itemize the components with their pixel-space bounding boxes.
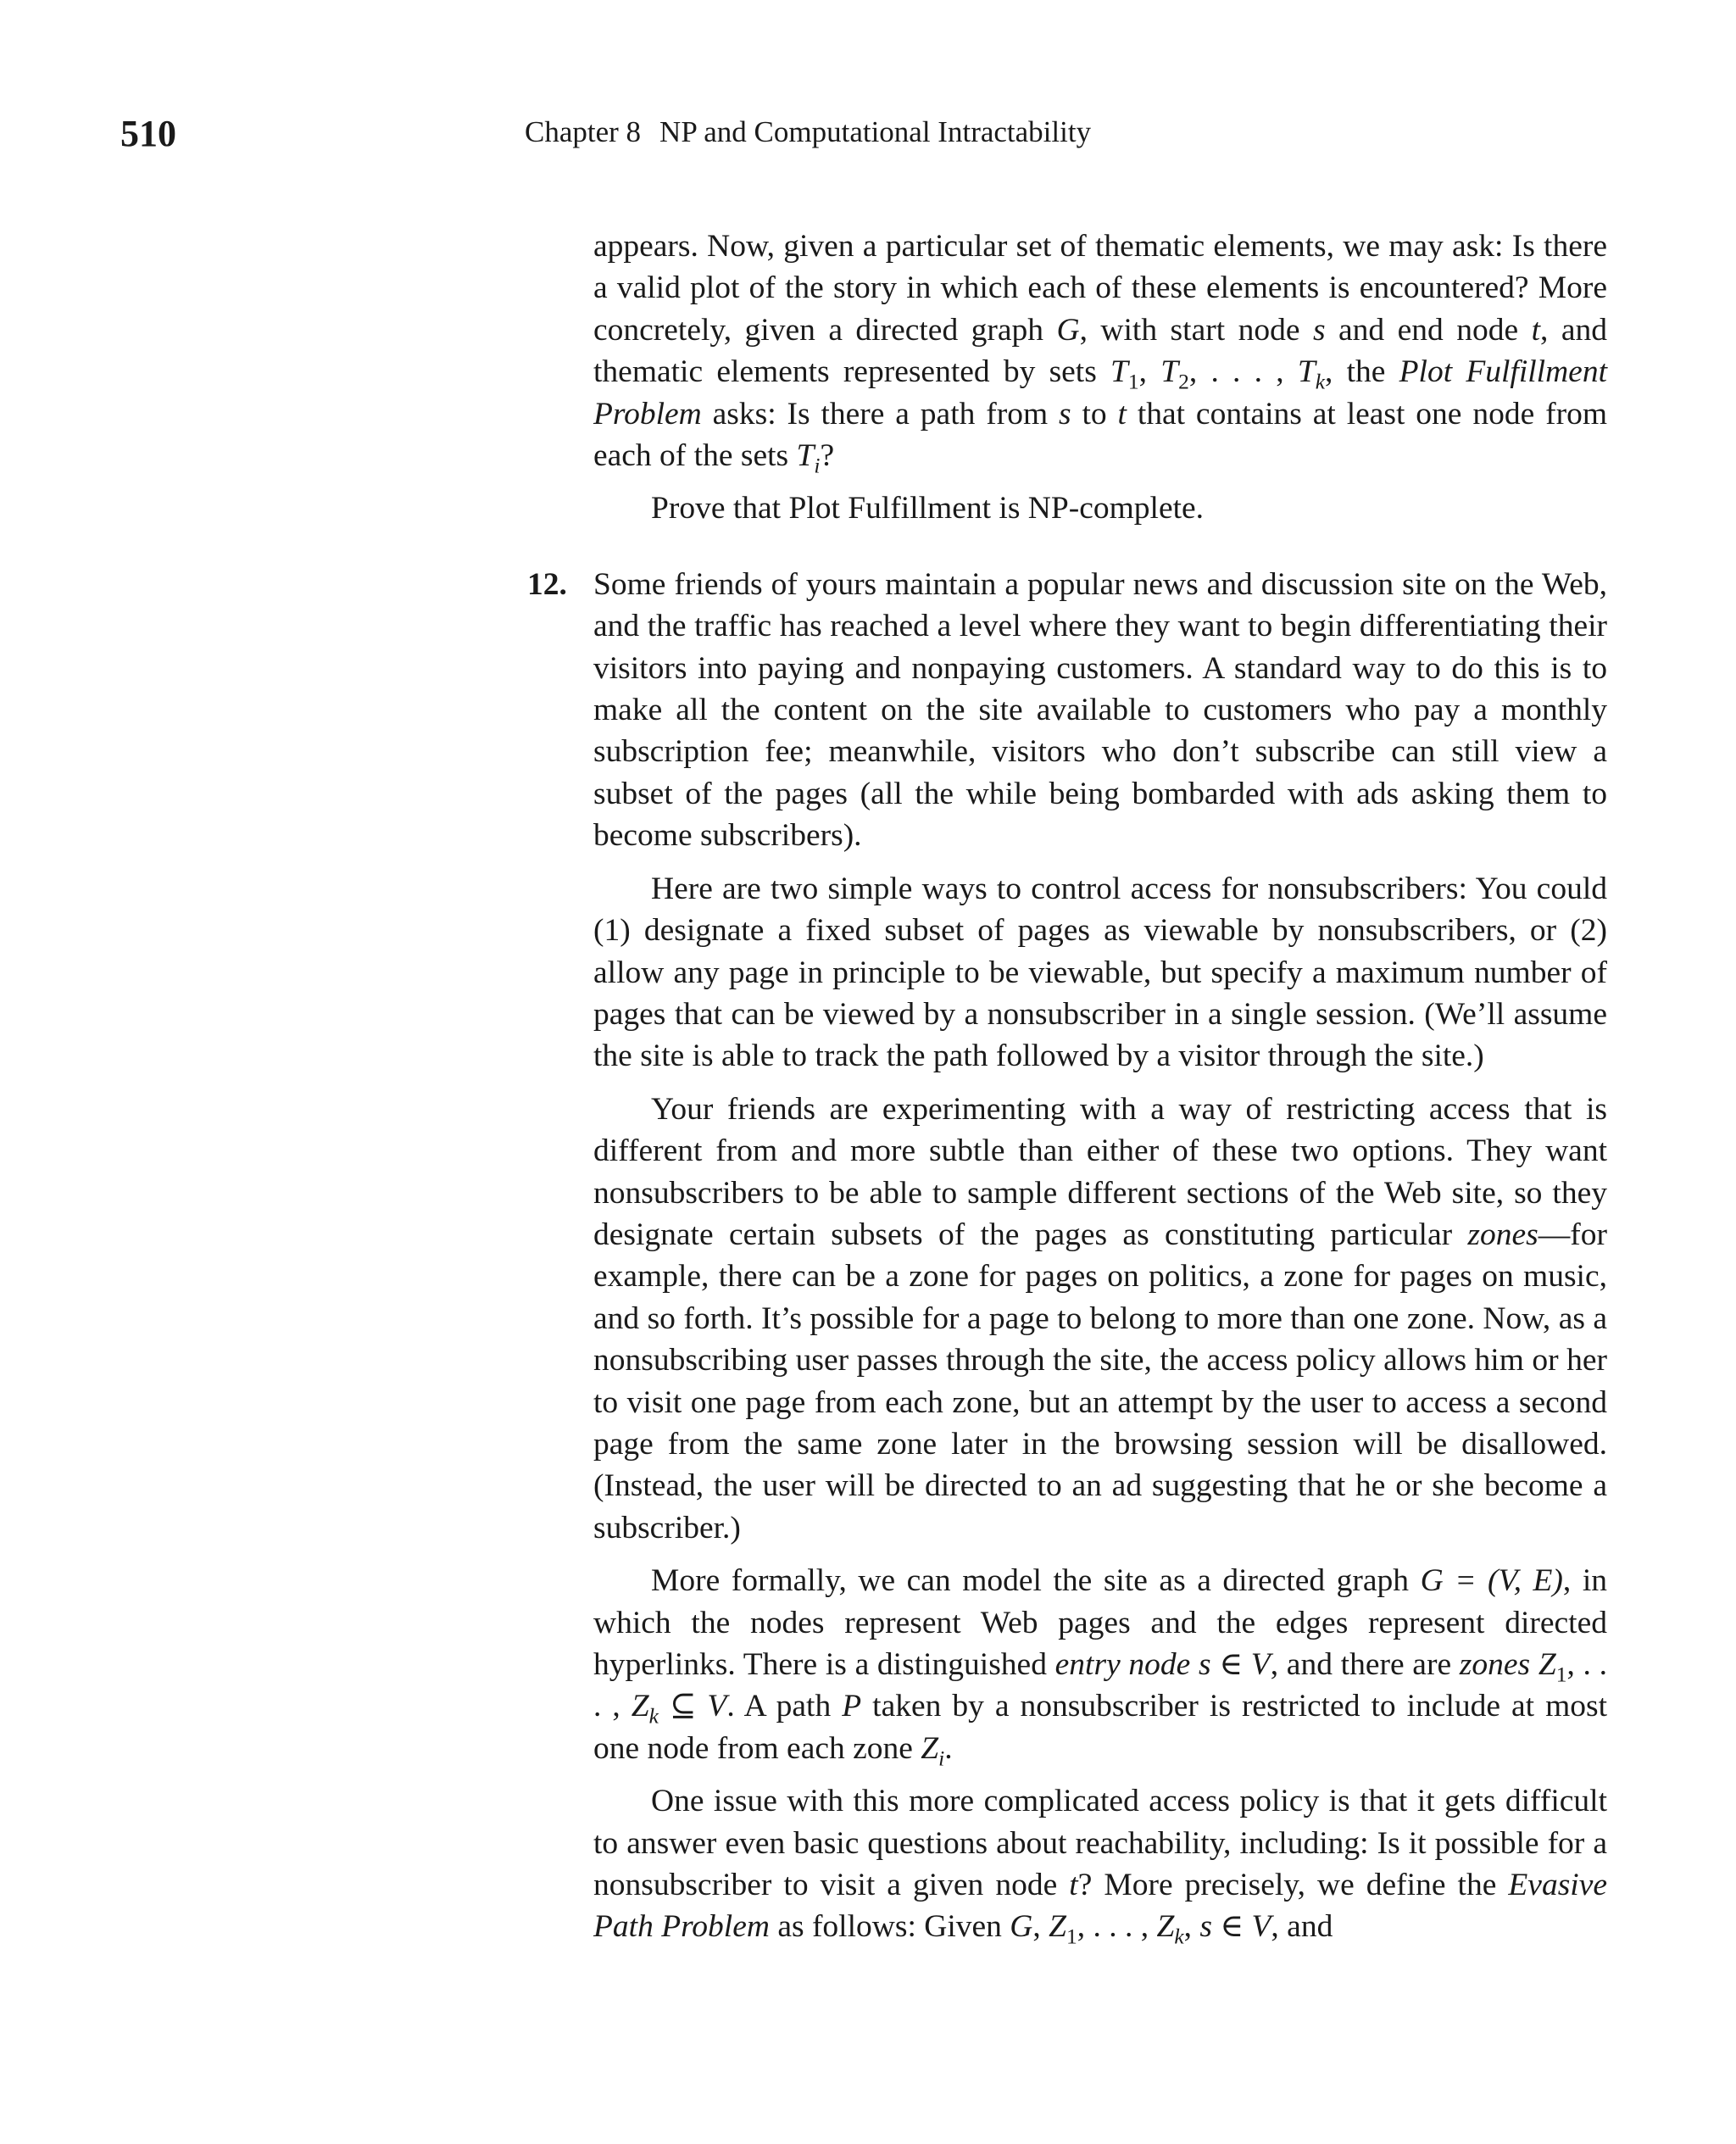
page-number: 510 <box>120 113 176 154</box>
problem-name: Plot Fulfillment Problem <box>593 354 1607 432</box>
chapter-label: Chapter 8 <box>525 115 642 148</box>
problem-name: Evasive Path Problem <box>593 1868 1607 1945</box>
paragraph-zones: Your friends are experimenting with a way of restricting access that is different from and more subtle than either of these two options. They want nonsubscribers to be able to sample different sections of the Web site, so they designate certain subsets of the pages as constituting particular zones—for example, there can be a zone for pages on politics, a zone for pages on music, and so forth. It’s possible for a page to belong to more than one zone. Now, as a nonsubscribing user passes through the site, the access policy allows him or her to visit one page from each zone, but an attempt by the user to access a second page from the same zone later in the browsing session will be disallowed. (Instead, the user will be directed to an ad suggesting that he or she become a subscriber.) <box>593 1091 1607 1545</box>
exercise-number: 12. <box>527 566 567 602</box>
paragraph-formal-model: More formally, we can model the site as a directed graph G = (V, E), in which the nodes represent Web pages and the edges represent directed hyperlinks. There is a distinguished entry node s ∈ V, and there are zones $Z_1$, . . . , $Z_k$ ⊆ V. A path P taken by a nonsubscriber is restricted to include at most one node from each zone $Z_i$. <box>593 1563 1608 1771</box>
paragraph-prove: Prove that Plot Fulfillment is NP-complete. <box>651 491 1205 526</box>
exercise-12: 12. Some friends of yours maintain a popular news and discussion site on the Web, and the traffic has reached a level where they want to begin differentiating their visitors into paying and nonpaying customers. A standard way to do this is to make all the content on the site available to customers who pay a monthly subscription fee; meanwhile, visitors who don’t subscribe can still view a subset of the pages (all the while being bombarded with ads asking them to become subscribers). <box>593 564 1607 857</box>
running-head <box>525 115 1091 149</box>
paragraph-access-options: Here are two simple ways to control access for nonsubscribers: You could (1) designate a fixed subset of pages as viewable by nonsubscribers, or (2) allow any page in principle to be viewable, but specify a maximum number of pages that can be viewed by a nonsubscriber in a single session. (We’ll assume the site is able to track the path followed by a visitor through the site.) <box>593 871 1607 1074</box>
chapter-title: NP and Computational Intractability <box>659 115 1092 148</box>
main-text <box>527 226 1608 1949</box>
paragraph-plot-fulfillment: appears. Now, given a particular set of thematic elements, we may ask: Is there a valid plot of the story in which each of these elements is encountered? More concretely, given a directed graph G, with start node s and end node t, and thematic elements represented by sets $T_1$, $T_2$, . . . , $T_k$, the Plot Fulfillment Problem asks: Is there a path from s to t that contains at least one node from each of the sets $T_i$? <box>593 229 1607 478</box>
paragraph-evasive-path: One issue with this more complicated access policy is that it gets difficult to answer even basic questions about reachability, including: Is it possible for a nonsubscriber to visit a given node t? More precisely, we define the Evasive Path Problem as follows: Given G, $Z_1$, . . . , $Z_k$, s ∈ V, and <box>593 1784 1607 1949</box>
